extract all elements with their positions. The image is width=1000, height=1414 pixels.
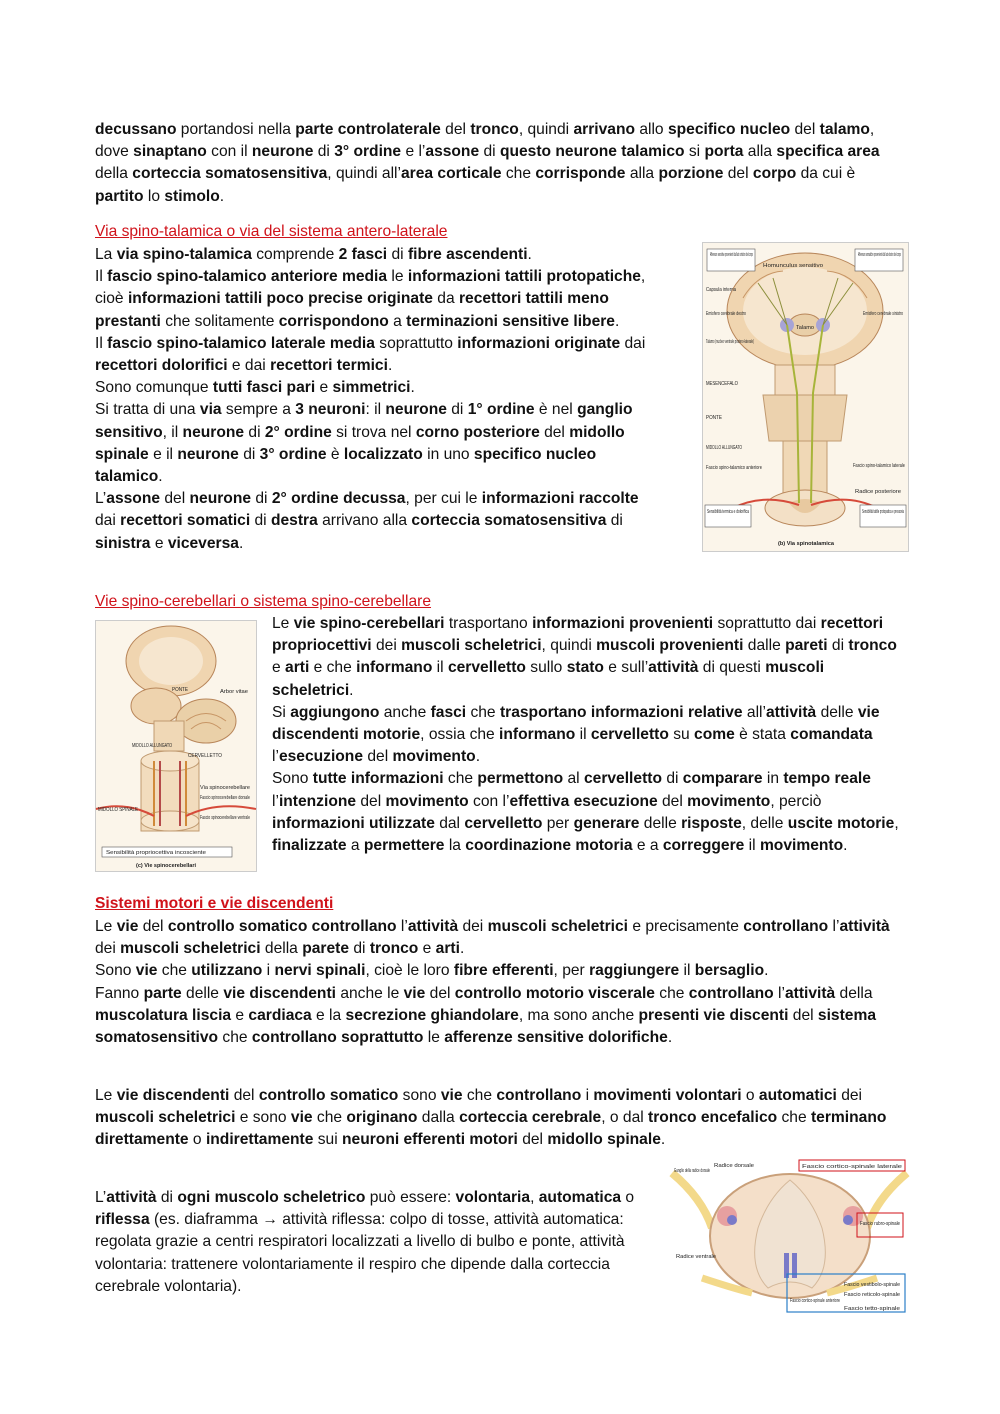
fig1-label-capsula: Capsula interna [706, 287, 737, 293]
fig3-label-radice-dorsale: Radice dorsale [714, 1163, 754, 1169]
fig3-label-radice-ventrale: Radice ventrale [676, 1254, 716, 1260]
fig1-label-mesencefalo: MESENCEFALO [706, 381, 739, 387]
fig3-label-cortico-anteriore: Fascio cortico-spinale anteriore [790, 1298, 840, 1304]
figure-spinocerebellar-pathway [95, 620, 257, 872]
fig1-label-fascio-anteriore: Fascio spino-talamico anteriore [706, 465, 762, 471]
figure-spinothalamic-pathway [702, 242, 909, 552]
fig2-label-ponte: PONTE [172, 687, 189, 693]
fig2-label-midollo-spinale: MIDOLLO SPINALE [98, 807, 139, 813]
fig1-label-emisfero-destro: Emisfero cerebrale destro [706, 311, 746, 317]
fig1-label-tattile: Sensibilità tattile protopatica e pressoria [862, 509, 905, 515]
fig3-label-reticolo: Fascio reticolo-spinale [844, 1292, 900, 1298]
fig2-label-fascio-dorsale: Fascio spinocerebellare dorsale [200, 795, 250, 801]
fig3-label-tetto: Fascio tetto-spinale [844, 1306, 900, 1312]
fig1-label-afferenze-sinistro: Afferenze sensitive provenienti dal lato sinistro del corpo [710, 252, 753, 258]
fig1-label-fascio-laterale: Fascio spino-talamico laterale [853, 463, 905, 469]
section3-paragraph-2: Le vie discendenti del controllo somatico sono vie che controllano i movimenti volontari o automatici dei muscoli scheletrici e sono vie che originano dalla corteccia cerebrale, o dal tronco encefalico che terminano direttamente o indirettamente sui neuroni efferenti motori del midollo spinale. [95, 1087, 887, 1149]
section3-paragraph-3: L’attività di ogni muscolo scheletrico può essere: volontaria, automatica o riflessa (es. diaframma → attività riflessa: colpo di tosse, attività automatica: regolata grazie a centri respiratori localizzati a livello di bulbo e ponte, attività volontaria: trattenere volontariamente il respiro che dipende dalla corteccia cerebrale volontaria). [95, 1189, 635, 1295]
fig3-label-rubro: Fascio rubro-spinale [860, 1221, 900, 1227]
section1-paragraph: La via spino-talamica comprende 2 fasci di fibre ascendenti. Il fascio spino-talamico anteriore media le informazioni tattili protopatiche, cioè informazioni tattili poco precise originate da recettori tattili meno prestanti che solitamente corrispondono a terminazioni sensitive libere. Il fascio spino-talamico laterale media soprattutto informazioni originate dai recettori dolorifici e dai recettori termici. Sono comunque tutti fasci pari e simmetrici. Si tratta di una via sempre a 3 neuroni: il neurone di 1° ordine è nel ganglio sensitivo, il neurone di 2° ordine si trova nel corno posteriore del midollo spinale e il neurone di 3° ordine è localizzato in uno specifico nucleo talamico. L’assone del neurone di 2° ordine decussa, per cui le informazioni raccolte dai recettori somatici di destra arrivano alla corteccia somatosensitiva di sinistra e viceversa. [95, 246, 646, 552]
fig1-label-talamo: Talamo [796, 325, 814, 331]
fig1-label-afferenze-destro: Afferenze somatiche provenienti dal lato destro del corpo [858, 252, 901, 258]
heading-via-spino-talamica: Via spino-talamica o via del sistema antero-laterale [95, 223, 448, 240]
fig2-label-fascio-ventrale: Fascio spinocerebellare ventrale [200, 815, 250, 821]
heading-vie-spino-cerebellari: Vie spino-cerebellari o sistema spino-cerebellare [95, 593, 432, 610]
fig2-label-arbor-vitae: Arbor vitae [220, 689, 248, 695]
fig1-caption: (b) Via spinotalamica [778, 541, 835, 547]
heading-sistemi-motori: Sistemi motori e vie discendenti [95, 895, 334, 912]
fig2-label-sensibilita: Sensibilità propriocettiva incosciente [106, 850, 206, 856]
fig2-label-cervelletto: CERVELLETTO [188, 753, 223, 759]
fig1-label-homunculus: Homunculus sensitivo [763, 263, 823, 269]
fig1-label-midollo: MIDOLLO ALLUNGATO [706, 445, 743, 451]
fig3-label-vestibolo: Fascio vestibolo-spinale [844, 1282, 900, 1288]
fig3-label-cortico-laterale: Fascio cortico-spinale laterale [802, 1164, 902, 1170]
fig2-label-via-spinocerebellare: Via spinocerebellare [200, 785, 250, 791]
figure-spinal-cord-descending-tracts [672, 1158, 907, 1316]
fig2-label-midollo-allungato: MIDOLLO ALLUNGATO [132, 743, 173, 749]
fig1-label-radice-posteriore: Radice posteriore [855, 489, 901, 495]
fig2-caption: (c) Vie spinocerebellari [136, 863, 197, 869]
section3-paragraph: Le vie del controllo somatico controllano l’attività dei muscoli scheletrici e precisamente controllano l’attività dei muscoli scheletrici della parete di tronco e arti. Sono vie che utilizzano i nervi spinali, cioè le loro fibre efferenti, per raggiungere il bersaglio. Fanno parte delle vie discendenti anche le vie del controllo motorio viscerale che controllano l’attività della muscolatura liscia e cardiaca e la secrezione ghiandolare, ma sono anche presenti vie discenti del sistema somatosensitivo che controllano soprattutto le afferenze sensitive dolorifiche. [95, 918, 890, 1047]
intro-paragraph: decussano portandosi nella parte controlaterale del tronco, quindi arrivano allo specifico nucleo del talamo, dove sinaptano con il neurone di 3° ordine e l’assone di questo neurone talamico si porta alla specifica area della corteccia somatosensitiva, quindi all’area corticale che corrisponde alla porzione del corpo da cui è partito lo stimolo. [95, 121, 880, 205]
fig1-label-talamo-nucleo: Talamo (nucleo ventrale postero-laterale) [706, 339, 755, 345]
fig1-label-termica: Sensibilità termica e dolorifica [707, 509, 750, 515]
fig1-label-ponte: PONTE [706, 415, 723, 421]
fig3-label-ganglio: Ganglio della radice dorsale [674, 1168, 710, 1174]
section2-paragraph: Le vie spino-cerebellari trasportano informazioni provenienti soprattutto dai recettori propriocettivi dei muscoli scheletrici, quindi muscoli provenienti dalle pareti di tronco e arti e che informano il cervelletto sullo stato e sull’attività di questi muscoli scheletrici. Si aggiungono anche fasci che trasportano informazioni relative all’attività delle vie discendenti motorie, ossia che informano il cervelletto su come è stata comandata l’esecuzione del movimento. Sono tutte informazioni che permettono al cervelletto di comparare in tempo reale l’intenzione del movimento con l’effettiva esecuzione del movimento, perciò informazioni utilizzate dal cervelletto per generare delle risposte, delle uscite motorie, finalizzate a permettere la coordinazione motoria e a correggere il movimento. [272, 615, 899, 855]
fig1-label-emisfero-sinistro: Emisfero cerebrale sinistro [863, 311, 903, 317]
